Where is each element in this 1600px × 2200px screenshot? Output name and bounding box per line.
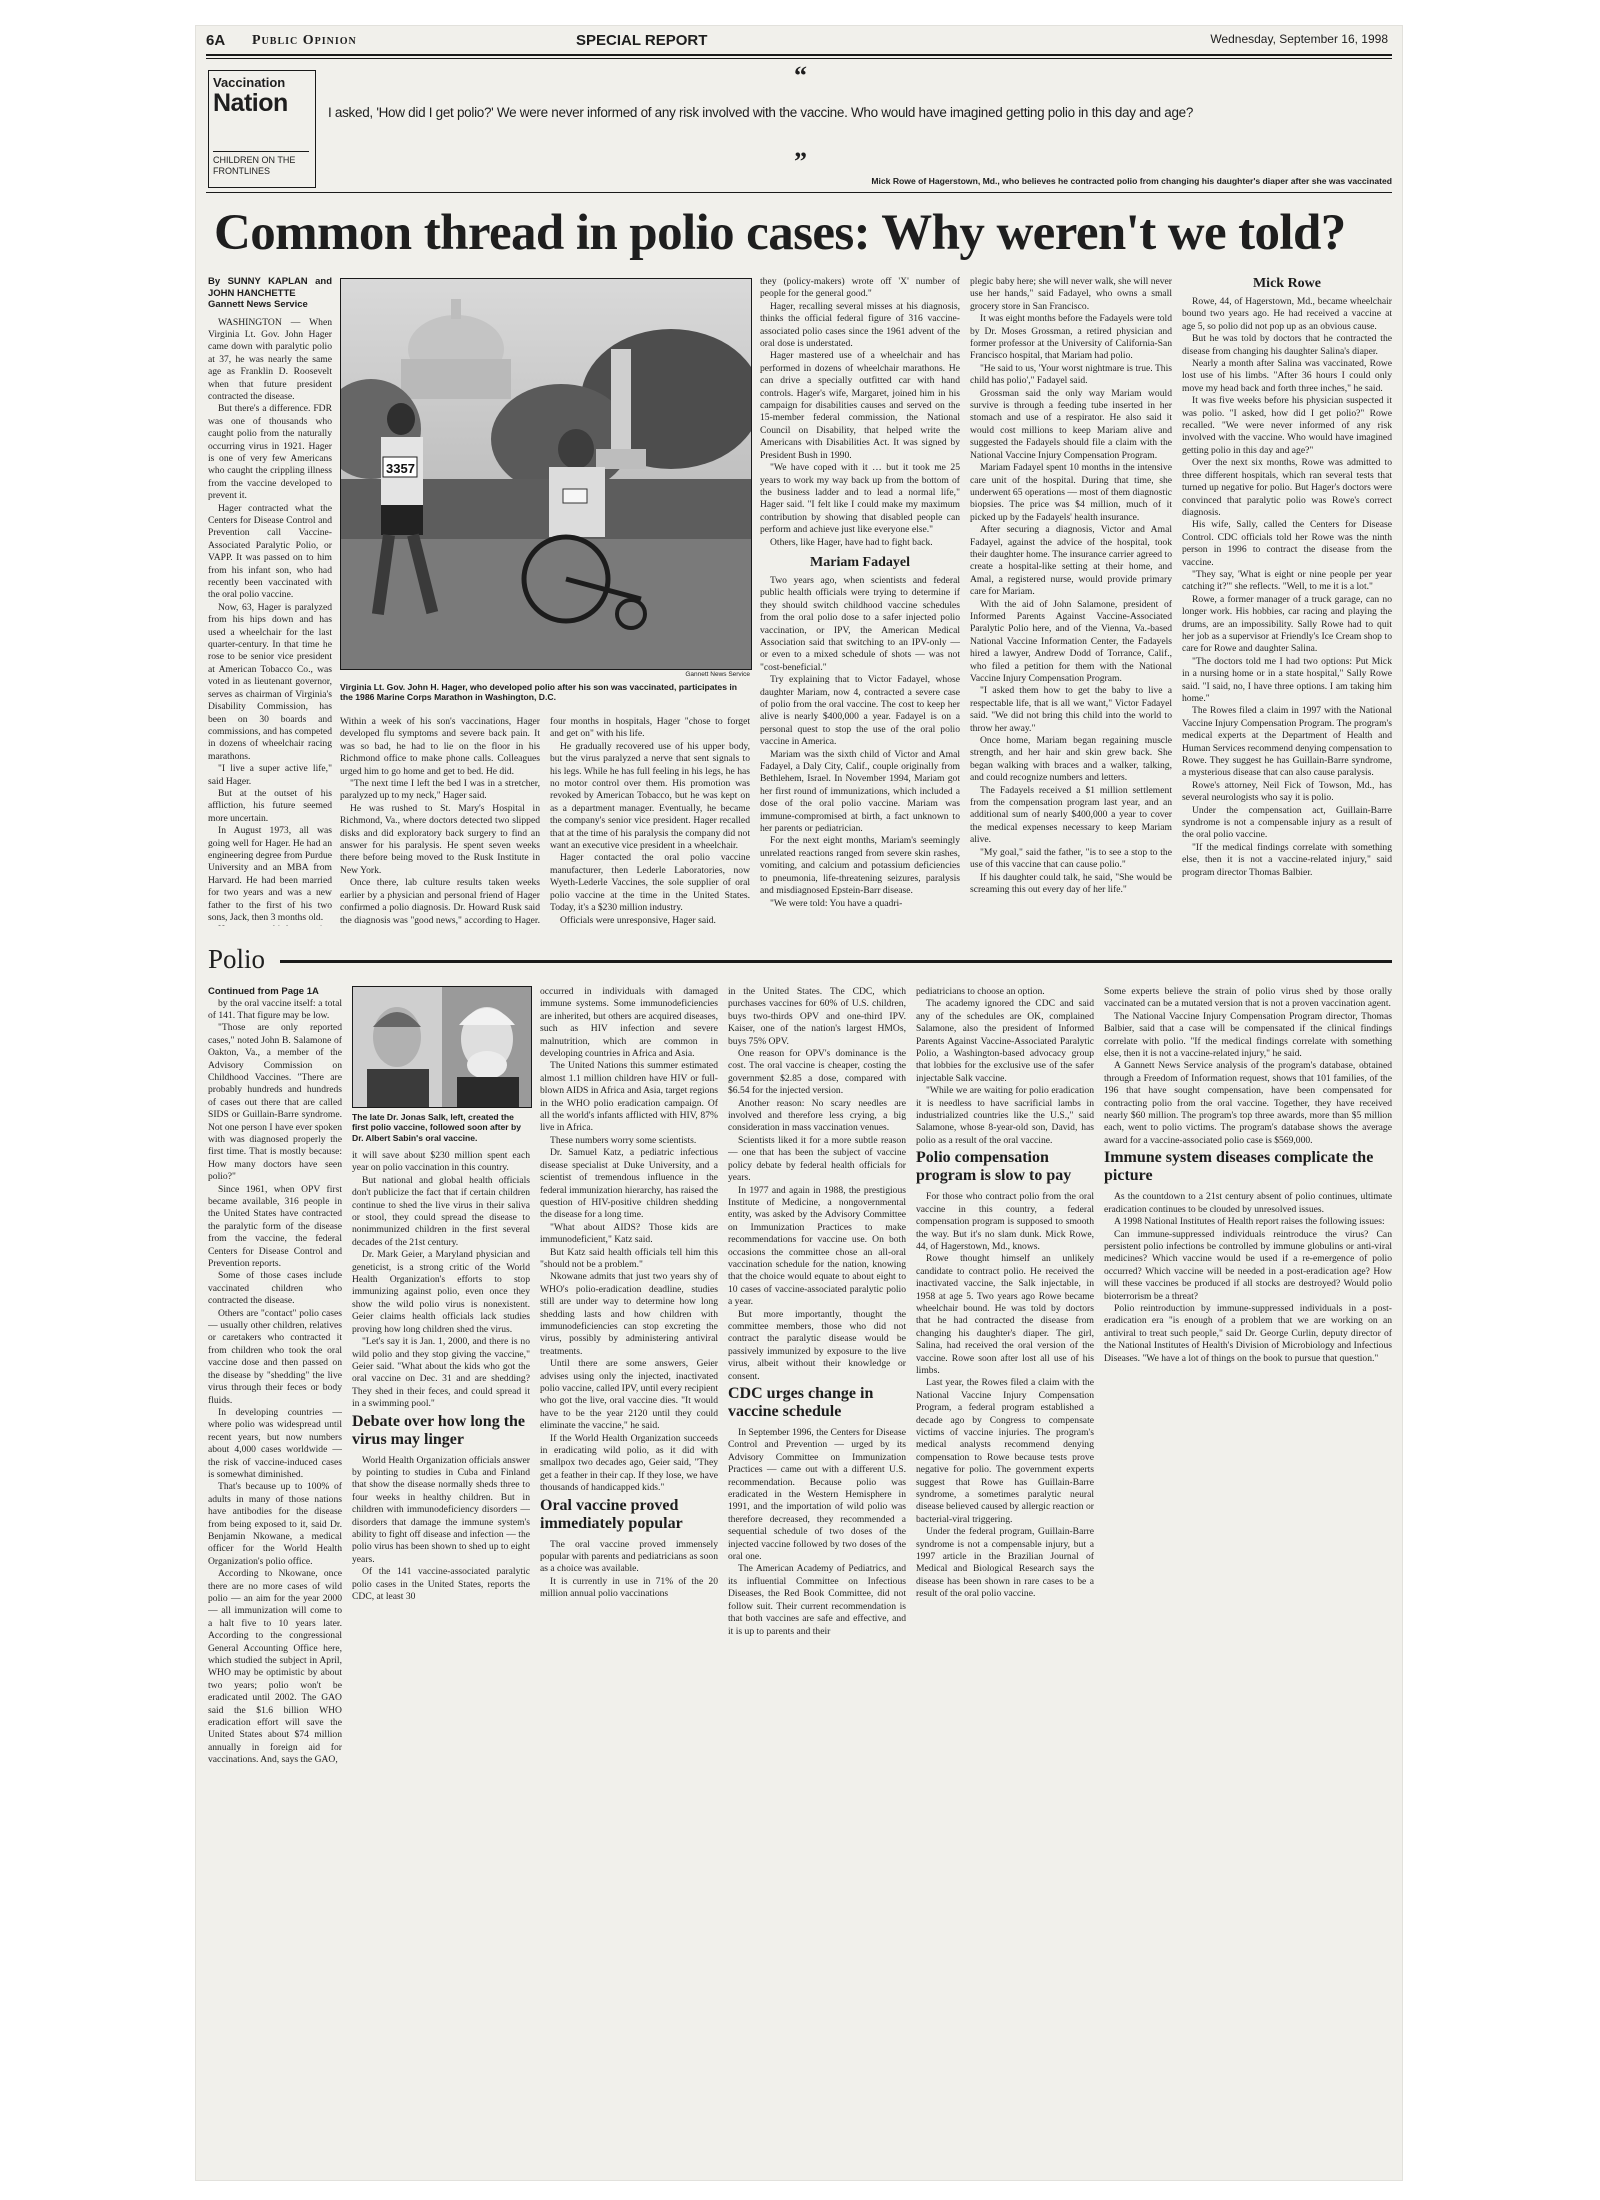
paragraph: Until there are some answers, Geier advises using only the injected, inactivated polio vaccine, called IPV, until every recipient who got the live, oral vaccine dies. "It would have to be the year 2120 until they could eliminate the vaccine," he said. xyxy=(540,1358,718,1432)
paragraph: Of the 141 vaccine-associated paralytic polio cases in the United States, reports the CDC, at least 30 xyxy=(352,1566,530,1602)
paragraph: If the World Health Organization succeeds in eradicating wild polio, as it did with smallpox two decades ago, Geier said, "They get a feather in their cap. If they lose, we have thousands of handicapped kids." xyxy=(540,1432,718,1494)
marathon-photo-graphic xyxy=(341,279,751,669)
paragraph: As the countdown to a 21st century absent of polio continues, ultimate eradication continues to be clouded by unresolved issues. xyxy=(1104,1191,1392,1215)
paragraph: For those who contract polio from the oral vaccine in this country, a federal compensation program is supposed to smooth the way. But it's no slam dunk. Mick Rowe, 44, of Hagerstown, Md., knows. xyxy=(916,1191,1094,1252)
paragraph: A 1998 National Institutes of Health report raises the following issues: xyxy=(1114,1216,1385,1228)
jump-column-4 xyxy=(728,986,906,2166)
story-column-1 xyxy=(208,276,332,926)
quote-close-mark: ” xyxy=(794,147,807,176)
paragraph: "The doctors told me I had two options: Put Mick in a nursing home or in a state hospital," Sally Rowe said. "I said, no, I have three options. I am taking him home." xyxy=(1182,655,1392,704)
paragraph: four months in hospitals, Hager "chose to forget and get on" with his life. xyxy=(550,716,750,740)
paragraph: Hager contracted what the Centers for Disease Control and Prevention call Vaccine-Associated Paralytic Polio, or VAPP. It was passed on to him from his infant son, who had recently been vaccinated with the oral polio vaccine. xyxy=(208,502,332,601)
jump-column-2 xyxy=(352,1150,530,2166)
paragraph: For the next eight months, Mariam's seemingly unrelated reactions ranged from severe skin rashes, vomiting, and calcium and potassium deficiencies to pneumonia, life-threatening seizures, paralysis and misdiagnosed Epstein-Barr disease. xyxy=(760,835,960,897)
series-title-top: Vaccination xyxy=(213,75,286,90)
series-title-main: Nation xyxy=(213,89,288,117)
paragraph: "The next time I left the bed I was in a stretcher, paralyzed up to my neck," Hager said. xyxy=(340,778,540,802)
quote-open-mark: “ xyxy=(794,61,807,90)
dateline: Wednesday, September 16, 1998 xyxy=(1210,32,1388,46)
paragraph: in the United States. The CDC, which purchases vaccines for 60% of U.S. children, buys two-thirds OPV and one-third IPV. Kaiser, one of the nation's largest HMOs, buys 75% OPV. xyxy=(728,986,906,1047)
story-column-2 xyxy=(340,716,540,926)
subhead-oral-vaccine-popular: Oral vaccine proved immediately popular xyxy=(540,1496,683,1532)
story-column-3 xyxy=(550,716,750,926)
jump-column-6 xyxy=(1104,986,1392,2166)
newspaper-page xyxy=(196,26,1402,2180)
paragraph: But he was told by doctors that he contracted the disease from changing his daughter Salina's diaper. xyxy=(1182,333,1392,357)
paragraph: Under the federal program, Guillain-Barre syndrome is not a compensable injury, but a 1997 article in the Brazilian Journal of Medical and Biological Research says the disease has been shown in rare cases to be a result of the oral polio vaccine. xyxy=(916,1526,1094,1600)
salk-sabin-caption: The late Dr. Jonas Salk, left, created the first polio vaccine, followed soon after by Dr. Albert Sabin's oral vaccine. xyxy=(352,1112,522,1143)
paragraph: it will save about $230 million spent each year on polio vaccination in this country. xyxy=(352,1150,530,1174)
continued-from: Continued from Page 1A xyxy=(208,986,319,997)
paragraph: World Health Organization officials answer by pointing to studies in Cuba and Finland that show the disease normally sheds three to four weeks in healthy children. But in children with immunodeficiency disorders — disorders that damage the immune system's ability to fight off disease and infection — the polio virus has been shown to shed up to eight years. xyxy=(352,1454,530,1565)
story-column-4 xyxy=(760,276,960,926)
byline-service: Gannett News Service xyxy=(208,299,308,310)
series-subtitle: CHILDREN ON THE FRONTLINES xyxy=(213,151,309,177)
salk-sabin-graphic xyxy=(353,987,531,1107)
paragraph: Officials were unresponsive, Hager said. xyxy=(560,914,716,926)
paragraph: Nkowane admits that just two years shy of WHO's polio-eradication deadline, studies still are under way to determine how long shedding lasts and how children with immunodeficiencies can stop excreting the virus, possibly by administering antiviral treatments. xyxy=(540,1271,718,1357)
paragraph: "While we are waiting for polio eradication it is needless to have sacrificial lambs in industrialized countries like the U.S.," said Salamone, whose 8-year-old son, David, has polio as a result of the oral vaccine. xyxy=(916,1085,1094,1146)
paragraph: In September 1996, the Centers for Disease Control and Prevention — urged by its Advisory Committee on Immunization Practices — came out with a different U.S. recommendation. Because polio was eradicated in the Western Hemisphere in 1991, and the importation of wild polio was therefore decreased, they recommended a sequential schedule of two doses of the injected vaccine followed by two doses of the oral one. xyxy=(728,1427,906,1563)
paragraph: But Katz said health officials tell him this "should not be a problem." xyxy=(540,1246,718,1270)
paragraph: they (policy-makers) wrote off 'X' number of people for the general good." xyxy=(760,276,960,300)
paragraph: Scientists liked it for a more subtle reason — one that has been the subject of vaccine policy debate by federal health officials for years. xyxy=(728,1134,906,1184)
story-column-6 xyxy=(1182,276,1392,926)
paragraph: Polio reintroduction by immune-suppressed individuals in a post-eradication era "is enough of a problem that we are working on an antiviral to treat such people," said Dr. George Curlin, deputy director of the National Institutes of Health's Division of Microbiology and Infectious Diseases. "We have a lot of things on the book to pursue that question." xyxy=(1104,1302,1392,1364)
paragraph: He was rushed to St. Mary's Hospital in Richmond, Va., where doctors detected two slipped disks and did exploratory back surgery to find an answer for his paralysis. He spent seven weeks there before being moved to the Rusk Institute in New York. xyxy=(340,802,540,876)
paragraph: Once there, lab culture results taken weeks earlier by a physician and personal friend of Hager confirmed a polio diagnosis. Dr. Howard Rusk said the diagnosis was "good news," according to Hager. xyxy=(340,877,540,926)
paragraph: "Let's say it is Jan. 1, 2000, and there is no wild polio and they stop giving the vaccine," Geier said. "What about the kids who got the oral vaccine on Dec. 31 and are shedding? They shed in their feces, and could spread it in a swimming pool." xyxy=(352,1336,530,1410)
paragraph: The American Academy of Pediatrics, and its influential Committee on Infectious Diseases, the Red Book Committee, did not follow suit. Their current recommendation is that both vaccines are safe and effective, and it is up to parents and their xyxy=(728,1563,906,1637)
paragraph: Rowe's attorney, Neil Fick of Towson, Md., has several neurologists who say it is polio. xyxy=(1182,779,1392,804)
paragraph: "He said to us, 'Your worst nightmare is true. This child has polio'," Fadayel said. xyxy=(970,362,1172,387)
salk-sabin-photo xyxy=(352,986,532,1108)
paragraph: Dr. Samuel Katz, a pediatric infectious disease specialist at Duke University, and a scientist of tremendous influence in the federal immunization hierarchy, has raised the question of HIV-positive children shedding the disease for a long time. xyxy=(540,1147,718,1221)
paragraph: Nearly a month after Salina was vaccinated, Rowe lost use of his limbs. "After 36 hours I could only move my head back and forth three inches," he said. xyxy=(1182,358,1392,394)
runner-bib-number: 3357 xyxy=(386,461,415,476)
paragraph: His wife, Sally, called the Centers for Disease Control. CDC officials told her Rowe was the ninth person in 1996 to contract the disease from the vaccine. xyxy=(1182,519,1392,568)
paragraph: Rowe, a former manager of a truck garage, can no longer work. His hobbies, car racing and playing the drums, are an impossibility. Sally Rowe had to quit her job as a supervisor at Friendly's Ice Cream shop to care for Rowe and daughter Salina. xyxy=(1182,593,1392,655)
paragraph: The United Nations this summer estimated almost 1.1 million children have HIV or full-blown AIDS in Africa and Asia, target regions in the WHO polio eradication campaign. Of all the world's infants afflicted with HIV, 87% live in Africa. xyxy=(540,1060,718,1134)
masthead-rule xyxy=(206,54,1392,56)
paper-name: Public Opinion xyxy=(252,33,357,48)
paragraph: Mariam was the sixth child of Victor and Amal Fadayel, a Daly City, Calif., couple originally from Bethlehem, Israel. In November 1994, Mariam got her first round of immunizations, which included a dose of the oral polio vaccine. Mariam was immune-compromised at birth, a fact unknown to her parents or pediatrician. xyxy=(760,748,960,835)
subhead-mick-rowe: Mick Rowe xyxy=(1252,276,1322,291)
paragraph: "If the medical findings correlate with something else, then it is not a vaccine-related injury," said program director Thomas Balbier. xyxy=(1182,841,1392,878)
page-number: 6A xyxy=(206,32,226,49)
paragraph: by the oral vaccine itself: a total of 141. That figure may be low. xyxy=(208,997,342,1021)
paragraph: It was five weeks before his physician suspected it was polio. "I asked, how did I get polio?" Rowe recalled. "We were never informed of any risk involved with the vaccine. Who would have imagined getting polio in this day and age?" xyxy=(1182,395,1392,456)
paragraph: "I live a super active life," said Hager. xyxy=(208,763,332,787)
paragraph: In 1977 and again in 1988, the prestigious Institute of Medicine, a nongovernmental entity, was asked by the Advisory Committee on Immunization Practices to make recommendations for vaccine use. On both occasions the committee chose an all-oral vaccination schedule for the nation, knowing that the choice would equate to about eight to 10 cases of vaccine-associated paralytic polio a year. xyxy=(728,1184,906,1308)
paragraph xyxy=(208,924,332,926)
paragraph: "What about AIDS? Those kids are immunodeficient," Katz said. xyxy=(540,1221,718,1246)
paragraph: With the aid of John Salamone, president of Informed Parents Against Vaccine-Associated Paralytic Polio here, and of the Vienna, Va.-based National Vaccine Information Center, the Fadayels hired a lawyer, Andrew Dodd of Torrance, Calif., who filed a petition for them with the National Vaccine Injury Compensation Program. xyxy=(970,598,1172,684)
paragraph: One reason for OPV's dominance is the cost. The oral vaccine is cheaper, costing the government $2.85 a dose, compared with $6.54 for the injected version. xyxy=(728,1048,906,1097)
paragraph: It was eight months before the Fadayels were told by Dr. Moses Grossman, a retired physician and former professor at the University of California-San Francisco hospital, that Mariam had polio. xyxy=(970,313,1172,362)
paragraph: pediatricians to choose an option. xyxy=(916,986,1045,997)
paragraph: The oral vaccine proved immensely popular with parents and pediatricians as soon as a choice was available. xyxy=(540,1538,718,1575)
photo-credit: Gannett News Service xyxy=(685,671,750,678)
paragraph: Try explaining that to Victor Fadayel, whose daughter Mariam, now 4, contracted a severe case of polio from the oral vaccine. The cost to keep her alive is nearly $400,000 a year. Fadayel is on a personal quest to stop the use of the oral polio vaccine in America. xyxy=(760,674,960,748)
subhead-virus-linger: Debate over how long the virus may linger xyxy=(352,1412,526,1448)
paragraph: occurred in individuals with damaged immune systems. Some immunodeficiencies are inherited, but others are acquired diseases, such as HIV infection and severe malnutrition, which are common in developing countries in Africa and Asia. xyxy=(540,986,718,1060)
photo-caption: Virginia Lt. Gov. John H. Hager, who developed polio after his son was vaccinated, participates in the 1986 Marine Corps Marathon in Washington, D.C. xyxy=(340,682,737,703)
paragraph: In August 1973, all was going well for Hager. He had an engineering degree from Purdue University and an MBA from Harvard. He had been married for two years and was a new father to the first of his two sons, Jack, then 3 months old. xyxy=(208,825,332,923)
masthead-rule-thin xyxy=(206,58,1392,59)
paragraph: Can immune-suppressed individuals reintroduce the virus? Can persistent polio infections be controlled by immune globulins or anti-viral medicines? Which vaccine would be used if a re-emergence of polio occurred? Which vaccine will be needed in a post-eradication age? How will these vaccines be produced if all stocks are destroyed? Would polio bioterrorism be a threat? xyxy=(1104,1228,1392,1302)
jump-column-5 xyxy=(916,986,1094,2166)
paragraph: But more importantly, thought the committee members, those who did not contract the paralytic disease would be passively immunized by exposure to the live virus, albeit without their knowledge or consent. xyxy=(728,1308,906,1382)
paragraph: A Gannett News Service analysis of the program's database, obtained through a Freedom of Information request, shows that 101 families, of the 196 that have sought compensation, have been compensated for contracting polio from the oral vaccine. Together, they have received nearly $60 million. The program's top three awards, more than $5 million each, went to polio victims. The program's database shows the average award for a vaccine-associated polio case is $569,000. xyxy=(1104,1060,1392,1146)
paragraph: Rowe thought himself an unlikely candidate to contract polio. He received the inactivated vaccine, the Salk injectable, in 1958 at age 5. Two years ago Rowe became wheelchair bound. He was told by doctors that he had contracted the disease from changing his daughter's diaper. The girl, Salina, had received the oral version of the vaccine. Rowe soon after lost all use of his limbs. xyxy=(916,1253,1094,1376)
paragraph: That's because up to 100% of adults in many of those nations have antibodies for the disease from being exposed to it, said Dr. Benjamin Nkowane, a medical officer for the World Health Organization's polio office. xyxy=(208,1481,342,1567)
paragraph: Mariam Fadayel spent 10 months in the intensive care unit of the hospital. During that time, she underwent 65 operations — most of them diagnostic biopsies. The price was $4 million, much of it picked up by the Fadayels' health insurance. xyxy=(970,462,1172,523)
paragraph: The Fadayels received a $1 million settlement from the compensation program last year, and an additional sum of nearly $400,000 a year to cover the medical expenses necessary to keep Mariam alive. xyxy=(970,784,1172,846)
jump-label: Polio xyxy=(208,944,266,974)
paragraph: Hager mastered use of a wheelchair and has performed in dozens of wheelchair marathons. He can drive a specially outfitted car with hand controls. Hager's wife, Margaret, joined him in his campaign for disabilities causes and served on the 15-member federal commission, the National Council on Disability, that helped write the Americans with Disabilities Act. It was signed by President Bush in 1990. xyxy=(760,350,960,461)
paragraph: Hager, recalling several misses at his diagnosis, thinks the official federal figure of 316 vaccine-associated polio cases since the 1961 advent of the oral dose is understated. xyxy=(760,300,960,350)
jump-column-3 xyxy=(540,986,718,2166)
paragraph: Some of those cases include vaccinated children who contracted the disease. xyxy=(208,1270,342,1307)
paragraph: "My goal," said the father, "is to see a stop to the use of this vaccine that can cause polio." xyxy=(970,846,1172,871)
paragraph: Once home, Mariam began regaining muscle strength, and her hair and skin grew back. She began walking with braces and a walker, talking, and could recognize numbers and letters. xyxy=(970,735,1172,784)
paragraph: WASHINGTON — When Virginia Lt. Gov. John Hager came down with paralytic polio at 37, he was nearly the same age as Franklin D. Roosevelt when that future president contracted the disease. xyxy=(208,316,332,402)
paragraph: Others are "contact" polio cases — usually other children, relatives or caretakers who contracted it from children who took the oral vaccine dose and then passed on the disease by "shedding" the live virus through their feces or body fluids. xyxy=(208,1307,342,1406)
paragraph: Now, 63, Hager is paralyzed from his hips down and has used a wheelchair for the last quarter-century. In that time he rose to be senior vice president at American Tobacco Co., was voted in as lieutenant governor, serves as chairman of Virginia's Disability Commission, has been on 30 boards and commissions, and has competed in dozens of wheelchair racing marathons. xyxy=(208,601,332,762)
jump-rule xyxy=(280,960,1392,963)
paragraph: Since 1961, when OPV first became available, 316 people in the United States have contracted the paralytic form of the disease from the vaccine, the federal Centers for Disease Control and Prevention reports. xyxy=(208,1183,342,1270)
paragraph: He gradually recovered use of his upper body, but the virus paralyzed a nerve that sent signals to his legs. While he has full feeling in his legs, he has no motor control over them. His promotion was revoked by American Tobacco, but he was kept on as a department manager. Eventually, he became the company's senior vice president. Hager recalled that at the time of his paralysis the company did not want an executive vice president in a wheelchair. xyxy=(550,740,750,852)
paragraph: Last year, the Rowes filed a claim with the National Vaccine Injury Compensation Program, a federal program established a decade ago by Congress to compensate victims of vaccine injuries. The program's medical analysts recommend denying compensation to Rowe because tests prove negative for polio. The government experts suggest that Rowe has Guillain-Barre syndrome, a sometimes paralytic neural disease believed caused by allergic reaction or bacterial-viral triggering. xyxy=(916,1377,1094,1525)
paragraph: But at the outset of his affliction, his future seemed more uncertain. xyxy=(208,787,332,824)
paragraph: The National Vaccine Injury Compensation Program director, Thomas Balbier, said that a case will be compensated if the clinical findings correlate with polio. "If the medical findings correlate with something else, then it is not a vaccine-related injury," he said. xyxy=(1104,1010,1392,1060)
jump-column-1 xyxy=(208,986,342,2166)
subhead-compensation-slow: Polio compensation program is slow to pay xyxy=(916,1149,1072,1185)
headline: Common thread in polio cases: Why weren't we told? xyxy=(214,205,1346,261)
paragraph: "They say, 'What is eight or nine people per year catching it?'" she reflects. "Well, to me it is a lot." xyxy=(1182,568,1392,593)
paragraph: Others, like Hager, have had to fight back. xyxy=(770,536,933,548)
paragraph: The academy ignored the CDC and said any of the schedules are OK, complained Salamone, also the president of Informed Parents Against Vaccine-Associated Paralytic Polio, a Washington-based advocacy group that lobbies for the exclusive use of the safer injectable Salk vaccine. xyxy=(916,998,1094,1084)
paragraph: Over the next six months, Rowe was admitted to three different hospitals, which ran several tests that turned up negative for polio. But Hager's doctors were convinced that paralytic polio was Rowe's correct diagnosis. xyxy=(1182,457,1392,518)
paragraph: But there's a difference. FDR was one of thousands who caught polio from the naturally occurring virus in 1921. Hager is one of very few Americans who caught the crippling illness from the vaccine developed to prevent it. xyxy=(208,403,332,502)
paragraph: The Rowes filed a claim in 1997 with the National Vaccine Injury Compensation Program. The program's medical experts at the Department of Health and Human Services recommend denying compensation to Rowe. They suggest he has Guillain-Barre syndrome, a mysterious disease that can also cause paralysis. xyxy=(1182,705,1392,779)
paragraph: After securing a diagnosis, Victor and Amal Fadayel, against the advice of the hospital, took their daughter home. The insurance carrier agreed to create a hospital-like setting at their home, and Amal, a registered nurse, would provide primary care for Mariam. xyxy=(970,524,1172,598)
story-column-5 xyxy=(970,276,1172,926)
paragraph: Some experts believe the strain of polio virus shed by those orally vaccinated can be a mutated version that is not a proven vaccination agent. xyxy=(1104,986,1392,1010)
paragraph: Under the compensation act, Guillain-Barre syndrome is not a compensable injury as a result of the oral polio vaccine. xyxy=(1182,804,1392,841)
byline-authors: By SUNNY KAPLAN and JOHN HANCHETTE xyxy=(208,276,332,299)
quote-attribution: Mick Rowe of Hagerstown, Md., who believes he contracted polio from changing his daughter's diaper after she was vaccinated xyxy=(871,176,1392,186)
pull-quote-text: I asked, 'How did I get polio?' We were never informed of any risk involved with the vaccine. Who would have imagined getting polio in this day and age? xyxy=(328,105,1194,120)
paragraph: According to Nkowane, once there are no more cases of wild polio — an aim for the year 2000 — all immunization will come to a halt five to 10 years later. According to the congressional General Accounting Office here, which studied the subject in April, WHO may be optimistic by about two years; polio won't be eradicated until 2002. The GAO said the $1.6 billion WHO eradication effort will save the United States about $74 million annually in foreign aid for vaccinations. And, says the GAO, xyxy=(208,1568,342,1766)
paragraph: These numbers worry some scientists. xyxy=(550,1134,697,1146)
marathon-photo xyxy=(340,278,752,670)
subhead-immune-diseases: Immune system diseases complicate the picture xyxy=(1104,1149,1374,1185)
subhead-mariam-fadayel: Mariam Fadayel xyxy=(810,554,910,570)
paragraph: "We have coped with it … but it took me 25 years to work my way back up from the bottom of the business ladder and to lead a normal life," Hager said. "I felt like I could make my maximum contribution by showing that disabled people can perform and achieve just like everyone else." xyxy=(760,462,960,536)
paragraph: Dr. Mark Geier, a Maryland physician and geneticist, is a strong critic of the World Health Organization's efforts to stop immunizing against polio, even once they show the wild polio virus is nonexistent. Geier claims health officials lack studies proving how long children shed the virus. xyxy=(352,1249,530,1335)
paragraph: "Those are only reported cases," noted John B. Salamone of Oakton, Va., a member of the Advisory Commission on Childhood Vaccines. "There are probably hundreds and hundreds of cases out there that are called SIDS or Guillain-Barre syndrome. Not one person I have ever spoken with was diagnosed properly the first time. That is mostly because: How many doctors have seen polio?" xyxy=(208,1022,342,1183)
paragraph: Rowe, 44, of Hagerstown, Md., became wheelchair bound two years ago. He had received a vaccine at age 5, so polio did not pop up as an obvious cause. xyxy=(1182,296,1392,332)
series-box xyxy=(208,70,316,188)
paragraph: If his daughter could talk, he said, "She would be screaming this out every day of her life." xyxy=(970,871,1172,895)
quote-rule xyxy=(206,192,1392,193)
paragraph: Grossman said the only way Mariam would survive is through a feeding tube inserted in her stomach and use of a respirator. He also said it would cost millions to keep Mariam alive and suggested the Fadayels should file a claim with the National Vaccine Injury Compensation Program. xyxy=(970,387,1172,461)
paragraph: But national and global health officials don't publicize the fact that if certain children continue to shed the live virus in their saliva or stool, they could spread the disease to nonimmunized children in the first several decades of the 21st century. xyxy=(352,1174,530,1248)
paragraph: It is currently in use in 71% of the 20 million annual polio vaccinations xyxy=(540,1575,718,1600)
paragraph: Another reason: No scary needles are involved and therefore less crying, a big consideration in mass vaccination venues. xyxy=(728,1097,906,1134)
subhead-cdc-urges-change: CDC urges change in vaccine schedule xyxy=(728,1385,874,1420)
paragraph: In developing countries — where polio was widespread until recent years, but now numbers about 4,000 cases worldwide — the risk of vaccine-induced cases is somewhat diminished. xyxy=(208,1406,342,1480)
paragraph: Hager contacted the oral polio vaccine manufacturer, then Lederle Laboratories, now Wyeth-Lederle Vaccines, the sole supplier of oral polio vaccine at the time in the United States. Today, it's a $230 million industry. xyxy=(550,852,750,914)
paragraph: Within a week of his son's vaccinations, Hager developed flu symptoms and severe back pain. It was so bad, he had to lie on the floor in his Richmond office to make phone calls. Colleagues urged him to go home and get to bed. He did. xyxy=(340,716,540,777)
paragraph: plegic baby here; she will never walk, she will never use her hands," said Fadayel, who owns a small grocery store in San Francisco. xyxy=(970,276,1172,312)
paragraph: "I asked them how to get the baby to live a respectable life, that is all we want," Victor Fadayel said. "We did not bring this child into the world to throw her away." xyxy=(970,685,1172,734)
paragraph: Two years ago, when scientists and federal public health officials were trying to determine if they should switch childhood vaccine schedules from the oral polio dose to a safer injected polio vaccination, or IPV, the American Medical Association said that switching to an IPV-only — or even to a mixed schedule of shots — was not "cost-beneficial." xyxy=(760,574,960,673)
section-label: SPECIAL REPORT xyxy=(576,32,708,49)
paragraph: "We were told: You have a quadri- xyxy=(770,897,903,909)
